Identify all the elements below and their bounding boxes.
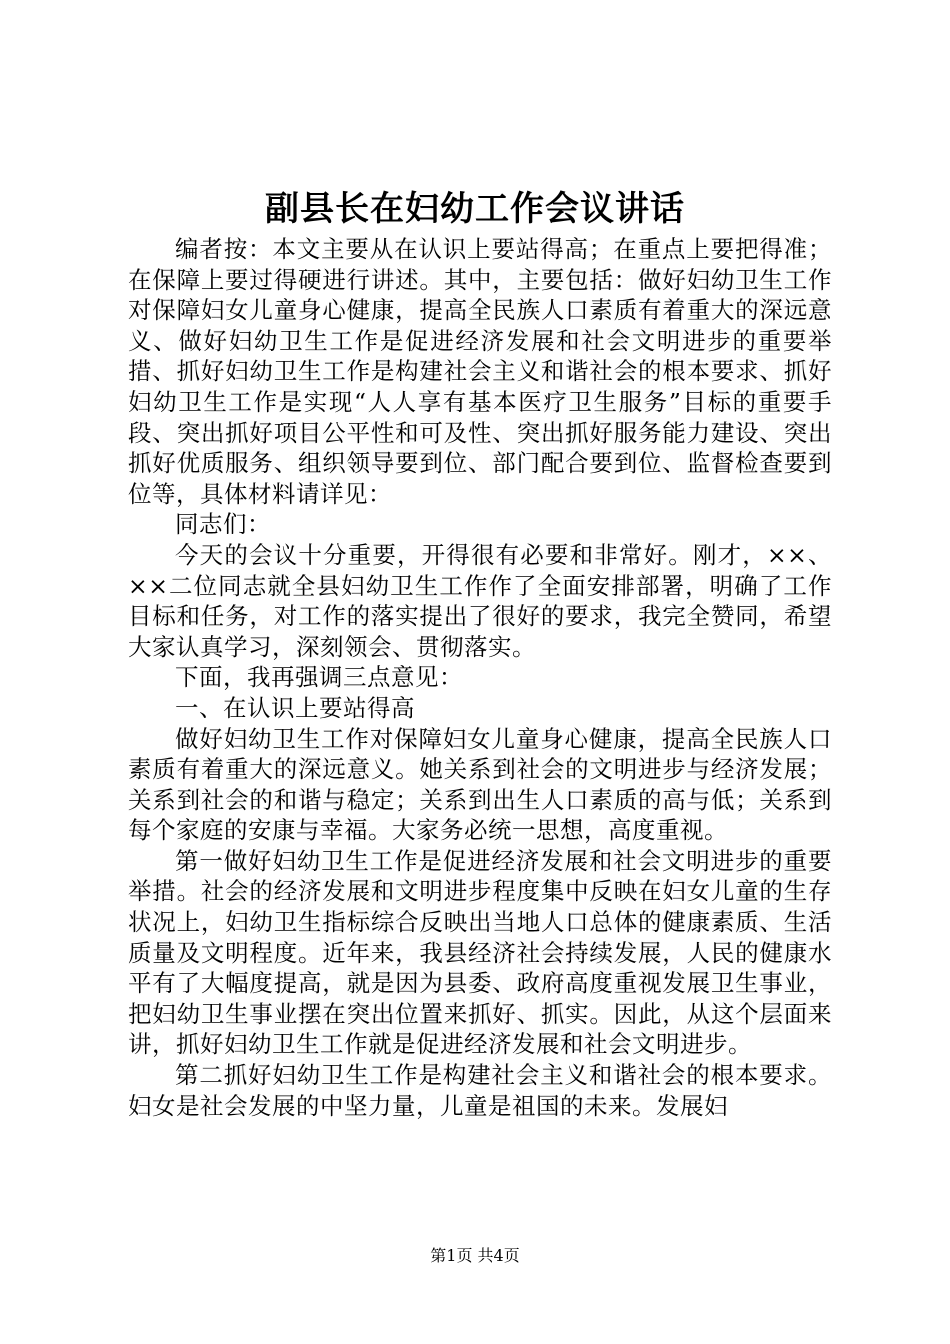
- section-heading: 一、在认识上要站得高: [175, 693, 415, 722]
- document-body: [128, 234, 832, 1121]
- page-footer: 第1页 共4页: [430, 1246, 520, 1265]
- body-paragraph: 下面，我再强调三点意见：: [175, 663, 463, 692]
- editor-note-paragraph: 编者按：本文主要从在认识上要站得高；在重点上要把得准；在保障上要过得硬进行讲述。其中，主要包括：做好妇幼卫生工作对保障妇女儿童身心健康，提高全民族人口素质有着重大的深远意义、做好妇幼卫生工作是促进经济发展和社会文明进步的重要举措、抓好妇幼卫生工作是构建社会主义和谐社会的根本要求、抓好妇幼卫生工作是实现“人人享有基本医疗卫生服务”目标的重要手段、突出抓好项目公平性和可及性、突出抓好服务能力建设、突出抓好优质服务、组织领导要到位、部门配合要到位、监督检查要到位等，具体材料请详见：: [128, 235, 832, 508]
- body-paragraph: 第二抓好妇幼卫生工作是构建社会主义和谐社会的根本要求。妇女是社会发展的中坚力量，儿童是祖国的未来。发展妇: [128, 1061, 832, 1120]
- body-paragraph: 做好妇幼卫生工作对保障妇女儿童身心健康，提高全民族人口素质有着重大的深远意义。她关系到社会的文明进步与经济发展；关系到社会的和谐与稳定；关系到出生人口素质的高与低；关系到每个家庭的安康与幸福。大家务必统一思想，高度重视。: [128, 724, 832, 845]
- document-title: 副县长在妇幼工作会议讲话: [265, 189, 685, 229]
- body-paragraph: 今天的会议十分重要，开得很有必要和非常好。刚才，××、××二位同志就全县妇幼卫生工作作了全面安排部署，明确了工作目标和任务，对工作的落实提出了很好的要求，我完全赞同，希望大家认真学习，深刻领会、贯彻落实。: [128, 540, 832, 661]
- salutation-paragraph: 同志们：: [175, 510, 271, 539]
- body-paragraph: 第一做好妇幼卫生工作是促进经济发展和社会文明进步的重要举措。社会的经济发展和文明进步程度集中反映在妇女儿童的生存状况上，妇幼卫生指标综合反映出当地人口总体的健康素质、生活质量及文明程度。近年来，我县经济社会持续发展，人民的健康水平有了大幅度提高，就是因为县委、政府高度重视发展卫生事业，把妇幼卫生事业摆在突出位置来抓好、抓实。因此，从这个层面来讲，抓好妇幼卫生工作就是促进经济发展和社会文明进步。: [128, 846, 832, 1059]
